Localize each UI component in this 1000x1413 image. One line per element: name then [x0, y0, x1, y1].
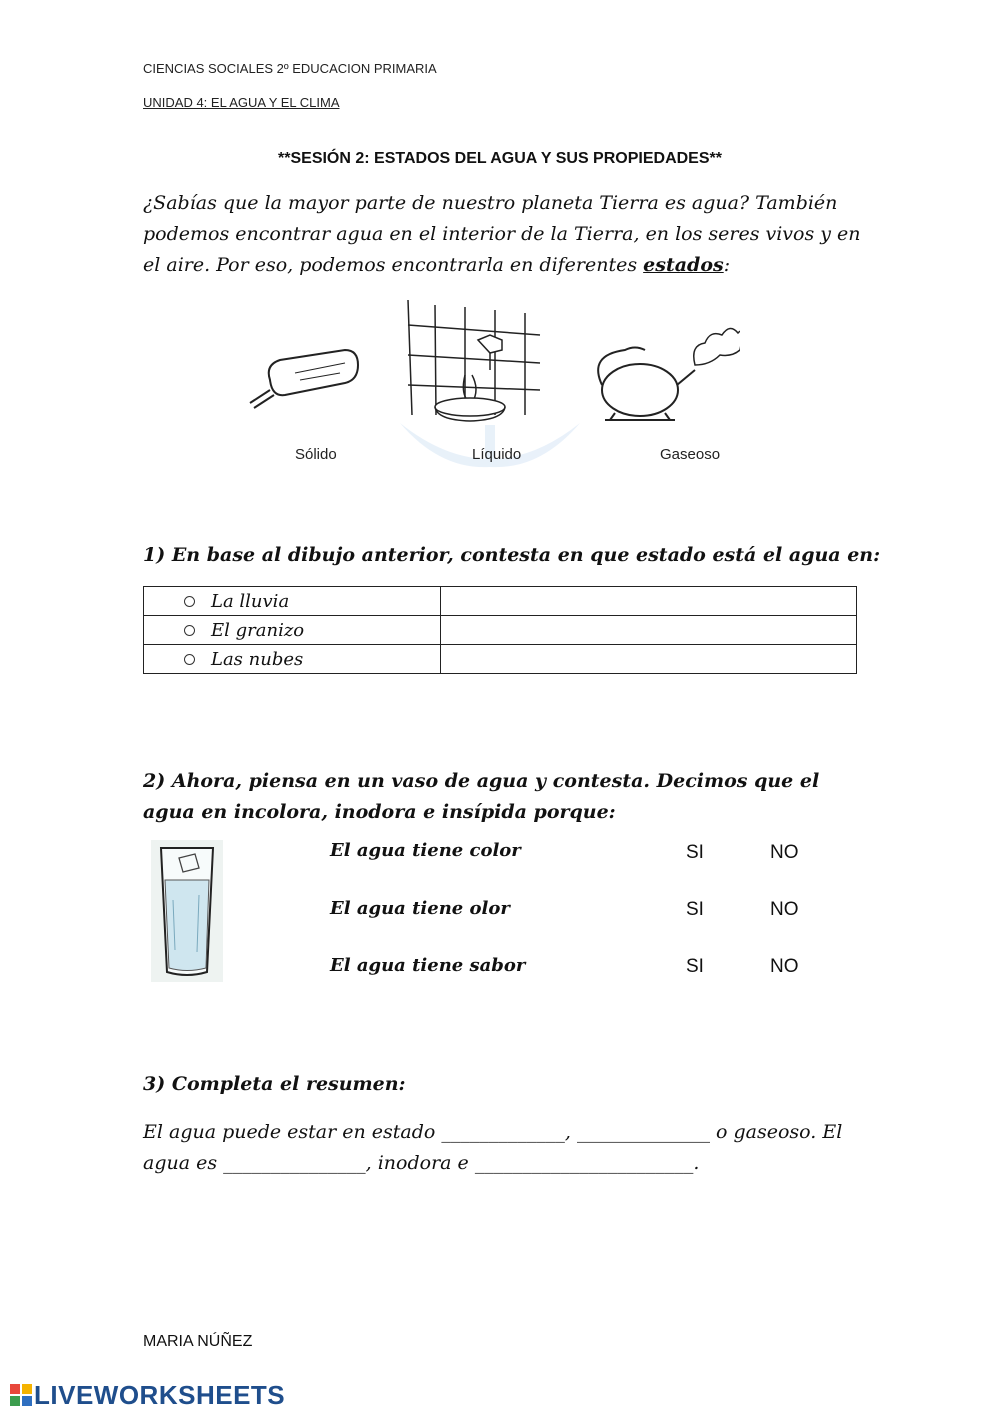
- blank-field-3[interactable]: _______________: [223, 1152, 366, 1174]
- row-label: Las nubes: [211, 648, 304, 670]
- question3-prompt: 3) Completa el resumen:: [143, 1073, 406, 1095]
- summary-text: , inodora e: [365, 1152, 475, 1174]
- answer-cell-clouds[interactable]: [441, 645, 857, 674]
- question2-prompt: 2) Ahora, piensa en un vaso de agua y contesta. Decimos que el agua en incolora, inodora e insípida porque:: [143, 770, 820, 823]
- no-option[interactable]: NO: [770, 899, 799, 920]
- tap-icon: [408, 300, 540, 421]
- liveworksheets-logo-icon: [10, 1382, 32, 1413]
- states-illustration: [240, 295, 740, 470]
- intro-keyword: estados: [643, 254, 724, 276]
- brand-logo: [10, 1380, 285, 1413]
- blank-field-1[interactable]: _____________: [441, 1121, 565, 1143]
- glass-of-water-icon: [151, 840, 223, 982]
- label-solid: Sólido: [295, 446, 337, 463]
- label-liquid: Líquido: [472, 446, 522, 463]
- row-label-cell: [144, 587, 441, 616]
- summary-text: El agua puede estar en estado: [143, 1121, 442, 1143]
- statement-color: El agua tiene color: [330, 840, 521, 861]
- label-gas: Gaseoso: [660, 446, 721, 463]
- summary-paragraph: [143, 1117, 863, 1179]
- statement-smell: El agua tiene olor: [330, 898, 510, 919]
- summary-text: .: [693, 1152, 700, 1174]
- summary-text: agua es: [143, 1152, 224, 1174]
- summary-text: o gaseoso. El: [709, 1121, 843, 1143]
- row-label-cell: [144, 616, 441, 645]
- row-label: El granizo: [211, 619, 305, 641]
- intro-text: ¿Sabías que la mayor parte de nuestro planeta Tierra es agua? También podemos encontrar agua en el interior de la Tierra, en los seres vivos y en el aire. Por eso, podemos encontrarla en diferentes: [143, 192, 861, 276]
- states-table: [143, 586, 857, 674]
- table-row: [144, 616, 857, 645]
- yes-option[interactable]: SI: [686, 842, 704, 863]
- summary-line-2: [143, 1148, 863, 1179]
- table-row: [144, 587, 857, 616]
- intro-end: :: [723, 254, 731, 276]
- blank-field-2[interactable]: ______________: [576, 1121, 710, 1143]
- no-option[interactable]: NO: [770, 956, 799, 977]
- bullet-icon: [184, 654, 195, 665]
- row-label-cell: [144, 645, 441, 674]
- kettle-icon: [598, 328, 740, 420]
- summary-line-1: [143, 1117, 863, 1148]
- table-row: [144, 645, 857, 674]
- session-title: **SESIÓN 2: ESTADOS DEL AGUA Y SUS PROPIEDADES**: [278, 150, 722, 167]
- author: MARIA NÚÑEZ: [143, 1333, 253, 1350]
- statement-taste: El agua tiene sabor: [330, 955, 526, 976]
- answer-cell-hail[interactable]: [441, 616, 857, 645]
- yes-option[interactable]: SI: [686, 899, 704, 920]
- states-drawing: [240, 295, 740, 470]
- course-header: CIENCIAS SOCIALES 2º EDUCACION PRIMARIA: [143, 61, 437, 76]
- ice-lolly-icon: [250, 350, 358, 408]
- row-label: La lluvia: [211, 590, 290, 612]
- summary-text: ,: [564, 1121, 577, 1143]
- yes-option[interactable]: SI: [686, 956, 704, 977]
- question1-prompt: 1) En base al dibujo anterior, contesta en que estado está el agua en:: [143, 544, 881, 566]
- blank-field-4[interactable]: _______________________: [474, 1152, 694, 1174]
- brand-name: LIVEWORKSHEETS: [34, 1380, 286, 1410]
- no-option[interactable]: NO: [770, 842, 799, 863]
- unit-header: UNIDAD 4: EL AGUA Y EL CLIMA: [143, 95, 340, 110]
- bullet-icon: [184, 625, 195, 636]
- answer-cell-rain[interactable]: [441, 587, 857, 616]
- glass-image: [151, 840, 223, 982]
- bullet-icon: [184, 596, 195, 607]
- intro-paragraph: [143, 188, 863, 281]
